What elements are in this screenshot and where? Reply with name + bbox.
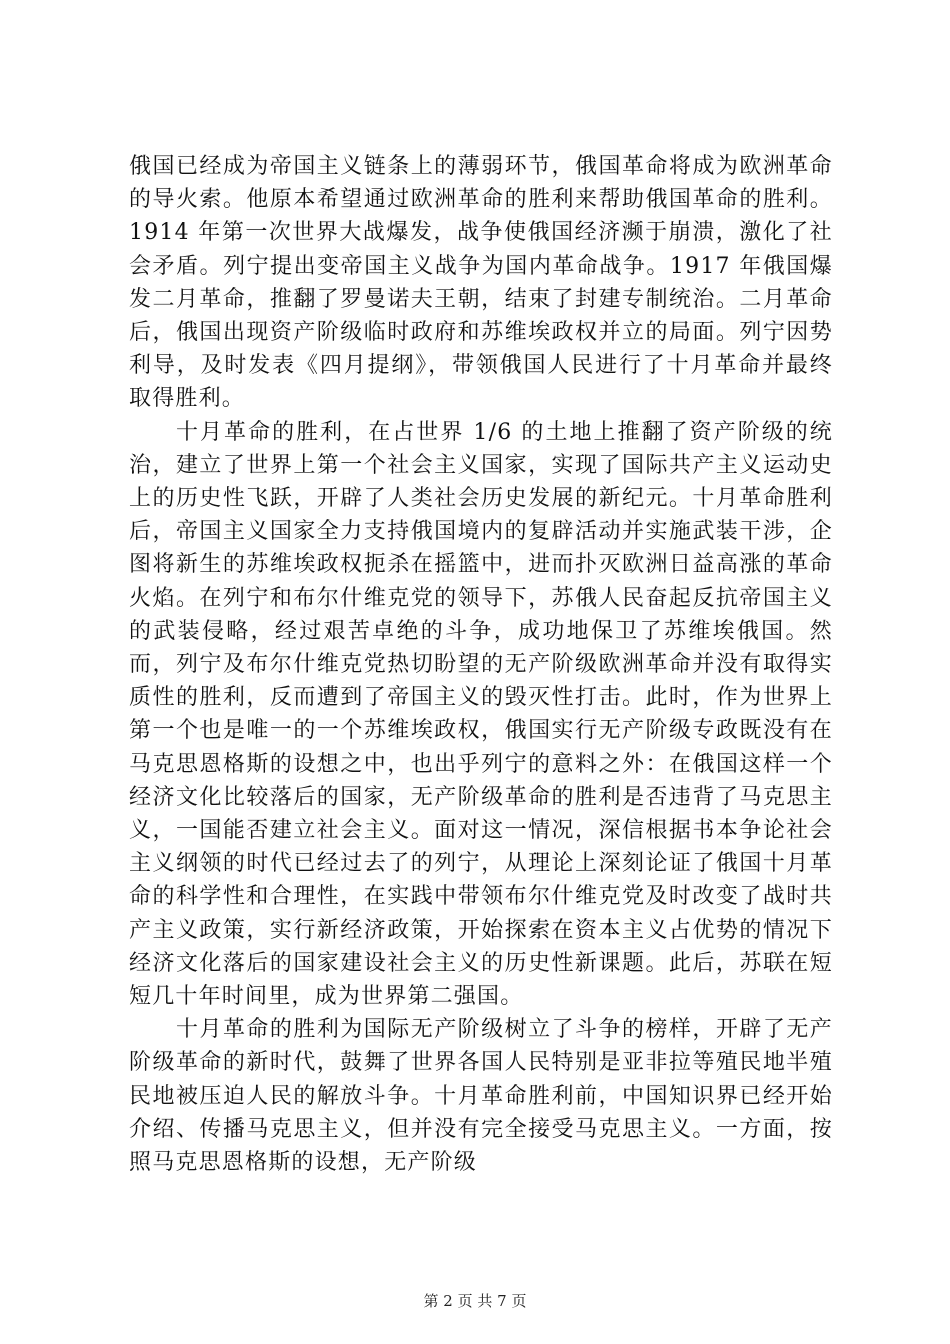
- page-footer: 第 2 页 共 7 页: [423, 1292, 527, 1310]
- paragraph-3: 十月革命的胜利为国际无产阶级树立了斗争的榜样，开辟了无产阶级革命的新时代，鼓舞了世界各国人民特别是亚非拉等殖民地半殖民地被压迫人民的解放斗争。十月革命胜利前，中国知识界已经开始介绍、传播马克思主义，但并没有完全接受马克思主义。一方面，按照马克思恩格斯的设想，无产阶级: [129, 1017, 833, 1176]
- body-text: [129, 150, 833, 1179]
- paragraph-2: 十月革命的胜利，在占世界 1/6 的土地上推翻了资产阶级的统治，建立了世界上第一个社会主义国家，实现了国际共产主义运动史上的历史性飞跃，开辟了人类社会历史发展的新纪元。十月革命胜利后，帝国主义国家全力支持俄国境内的复辟活动并实施武装干涉，企图将新生的苏维埃政权扼杀在摇篮中，进而扑灭欧洲日益高涨的革命火焰。在列宁和布尔什维克党的领导下，苏俄人民奋起反抗帝国主义的武装侵略，经过艰苦卓绝的斗争，成功地保卫了苏维埃俄国。然而，列宁及布尔什维克党热切盼望的无产阶级欧洲革命并没有取得实质性的胜利，反而遭到了帝国主义的毁灭性打击。此时，作为世界上第一个也是唯一的一个苏维埃政权，俄国实行无产阶级专政既没有在马克思恩格斯的设想之中，也出乎列宁的意料之外：在俄国这样一个经济文化比较落后的国家，无产阶级革命的胜利是否违背了马克思主义，一国能否建立社会主义。面对这一情况，深信根据书本争论社会主义纲领的时代已经过去了的列宁，从理论上深刻论证了俄国十月革命的科学性和合理性，在实践中带领布尔什维克党及时改变了战时共产主义政策，实行新经济政策，开始探索在资本主义占优势的情况下经济文化落后的国家建设社会主义的历史性新课题。此后，苏联在短短几十年时间里，成为世界第二强国。: [129, 419, 833, 1010]
- paragraph-1: 俄国已经成为帝国主义链条上的薄弱环节，俄国革命将成为欧洲革命的导火索。他原本希望通过欧洲革命的胜利来帮助俄国革命的胜利。1914 年第一次世界大战爆发，战争使俄国经济濒于崩溃，激化了社会矛盾。列宁提出变帝国主义战争为国内革命战争。1917 年俄国爆发二月革命，推翻了罗曼诺夫王朝，结束了封建专制统治。二月革命后，俄国出现资产阶级临时政府和苏维埃政权并立的局面。列宁因势利导，及时发表《四月提纲》，带领俄国人民进行了十月革命并最终取得胜利。: [129, 154, 833, 412]
